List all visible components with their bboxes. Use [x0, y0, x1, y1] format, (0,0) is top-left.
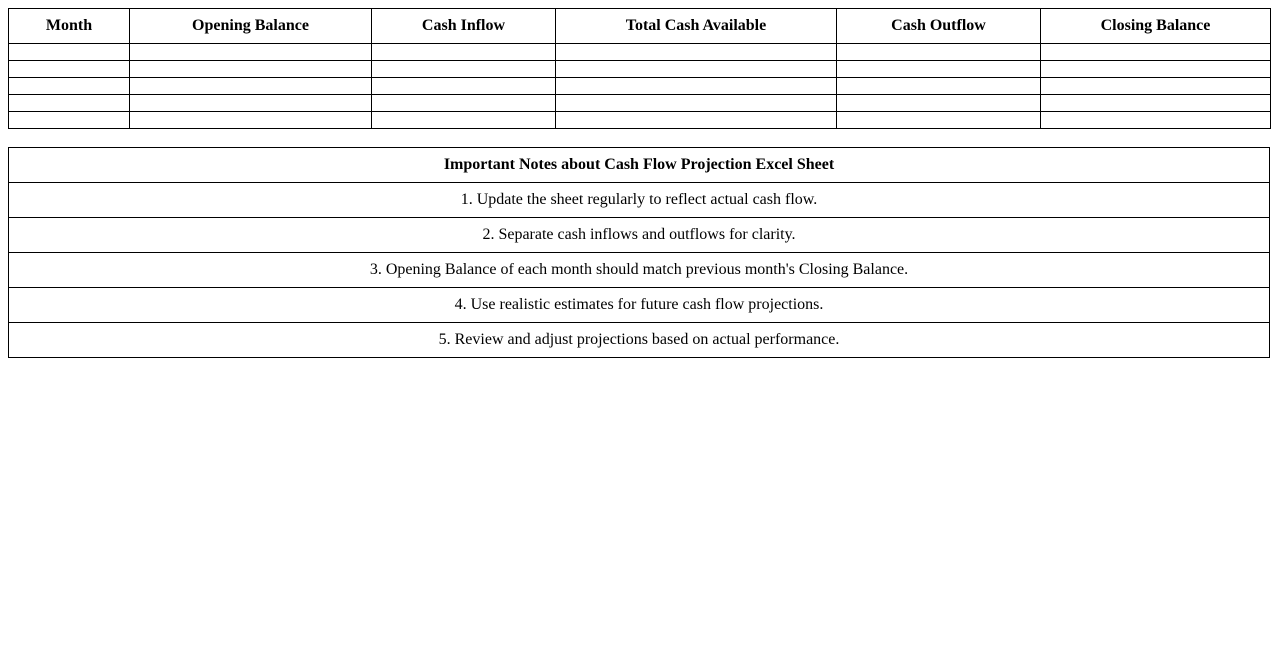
table-cell[interactable] — [837, 78, 1041, 95]
table-cell[interactable] — [556, 61, 837, 78]
table-header-row — [9, 9, 1271, 44]
header-opening-balance: Opening Balance — [130, 9, 372, 44]
header-total-cash-available: Total Cash Available — [556, 9, 837, 44]
table-cell[interactable] — [837, 112, 1041, 129]
table-cell[interactable] — [130, 44, 372, 61]
notes-title: Important Notes about Cash Flow Projection Excel Sheet — [9, 148, 1270, 183]
header-closing-balance: Closing Balance — [1041, 9, 1271, 44]
note-item: 5. Review and adjust projections based on actual performance. — [9, 323, 1270, 358]
notes-header-row — [9, 148, 1270, 183]
table-cell[interactable] — [372, 78, 556, 95]
table-cell[interactable] — [130, 112, 372, 129]
note-row — [9, 253, 1270, 288]
table-cell[interactable] — [372, 112, 556, 129]
header-cash-outflow: Cash Outflow — [837, 9, 1041, 44]
table-cell[interactable] — [130, 95, 372, 112]
table-cell[interactable] — [556, 112, 837, 129]
table-cell[interactable] — [837, 95, 1041, 112]
table-cell[interactable] — [9, 95, 130, 112]
table-row — [9, 78, 1271, 95]
page-content — [8, 8, 1270, 358]
note-item: 3. Opening Balance of each month should match previous month's Closing Balance. — [9, 253, 1270, 288]
notes-table — [8, 147, 1270, 358]
table-cell[interactable] — [372, 44, 556, 61]
note-item: 2. Separate cash inflows and outflows for clarity. — [9, 218, 1270, 253]
table-cell[interactable] — [372, 95, 556, 112]
note-row — [9, 218, 1270, 253]
table-row — [9, 112, 1271, 129]
table-cell[interactable] — [9, 61, 130, 78]
table-cell[interactable] — [556, 95, 837, 112]
table-cell[interactable] — [556, 44, 837, 61]
table-cell[interactable] — [1041, 78, 1271, 95]
table-cell[interactable] — [837, 44, 1041, 61]
table-cell[interactable] — [130, 61, 372, 78]
note-row — [9, 183, 1270, 218]
table-cell[interactable] — [1041, 112, 1271, 129]
table-cell[interactable] — [1041, 61, 1271, 78]
table-cell[interactable] — [9, 112, 130, 129]
note-item: 1. Update the sheet regularly to reflect actual cash flow. — [9, 183, 1270, 218]
note-item: 4. Use realistic estimates for future cash flow projections. — [9, 288, 1270, 323]
header-cash-inflow: Cash Inflow — [372, 9, 556, 44]
table-cell[interactable] — [9, 78, 130, 95]
table-row — [9, 44, 1271, 61]
table-cell[interactable] — [1041, 95, 1271, 112]
table-cell[interactable] — [1041, 44, 1271, 61]
table-cell[interactable] — [556, 78, 837, 95]
table-row — [9, 61, 1271, 78]
note-row — [9, 288, 1270, 323]
table-cell[interactable] — [9, 44, 130, 61]
header-month: Month — [9, 9, 130, 44]
cash-flow-table — [8, 8, 1271, 129]
table-row — [9, 95, 1271, 112]
table-cell[interactable] — [837, 61, 1041, 78]
table-cell[interactable] — [372, 61, 556, 78]
table-cell[interactable] — [130, 78, 372, 95]
note-row — [9, 323, 1270, 358]
